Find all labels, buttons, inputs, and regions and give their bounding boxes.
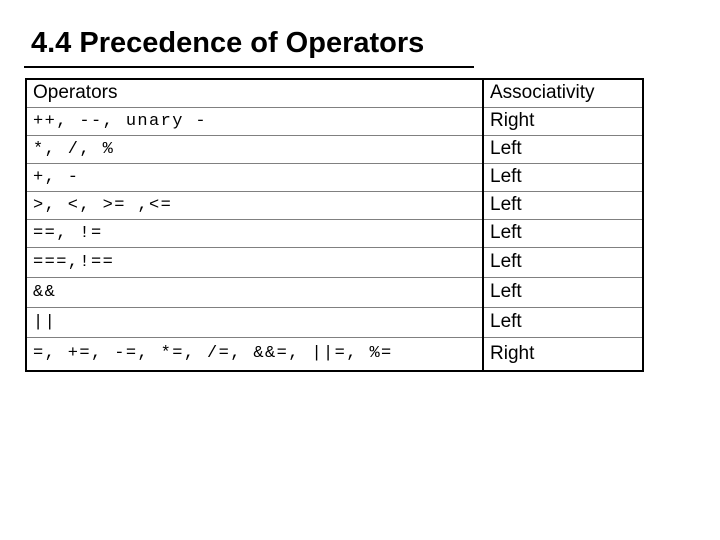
associativity-cell: Left: [483, 247, 643, 277]
associativity-cell: Left: [483, 219, 643, 247]
associativity-cell: Right: [483, 337, 643, 371]
slide-title: 4.4 Precedence of Operators: [31, 27, 425, 59]
associativity-cell: Right: [483, 107, 643, 135]
table-row: [26, 219, 643, 247]
associativity-cell: Left: [483, 191, 643, 219]
precedence-table: [25, 78, 644, 372]
operators-cell: ===,!==: [26, 247, 483, 277]
operators-cell: *, /, %: [26, 135, 483, 163]
associativity-header: Associativity: [483, 79, 643, 107]
operators-header: Operators: [26, 79, 483, 107]
operators-cell: >, <, >= ,<=: [26, 191, 483, 219]
table-row: [26, 277, 643, 307]
operators-cell: +, -: [26, 163, 483, 191]
table-row: [26, 191, 643, 219]
associativity-cell: Left: [483, 307, 643, 337]
operators-cell: ||: [26, 307, 483, 337]
operators-cell: =, +=, -=, *=, /=, &&=, ||=, %=: [26, 337, 483, 371]
associativity-cell: Left: [483, 163, 643, 191]
table-row: [26, 337, 643, 371]
table-row: [26, 163, 643, 191]
table-header-row: [26, 79, 643, 107]
operators-cell: ++, --, unary -: [26, 107, 483, 135]
table-row: [26, 247, 643, 277]
associativity-cell: Left: [483, 135, 643, 163]
table-row: [26, 307, 643, 337]
title-underline: [24, 66, 474, 68]
operators-cell: &&: [26, 277, 483, 307]
table-row: [26, 135, 643, 163]
associativity-cell: Left: [483, 277, 643, 307]
table-row: [26, 107, 643, 135]
operators-cell: ==, !=: [26, 219, 483, 247]
